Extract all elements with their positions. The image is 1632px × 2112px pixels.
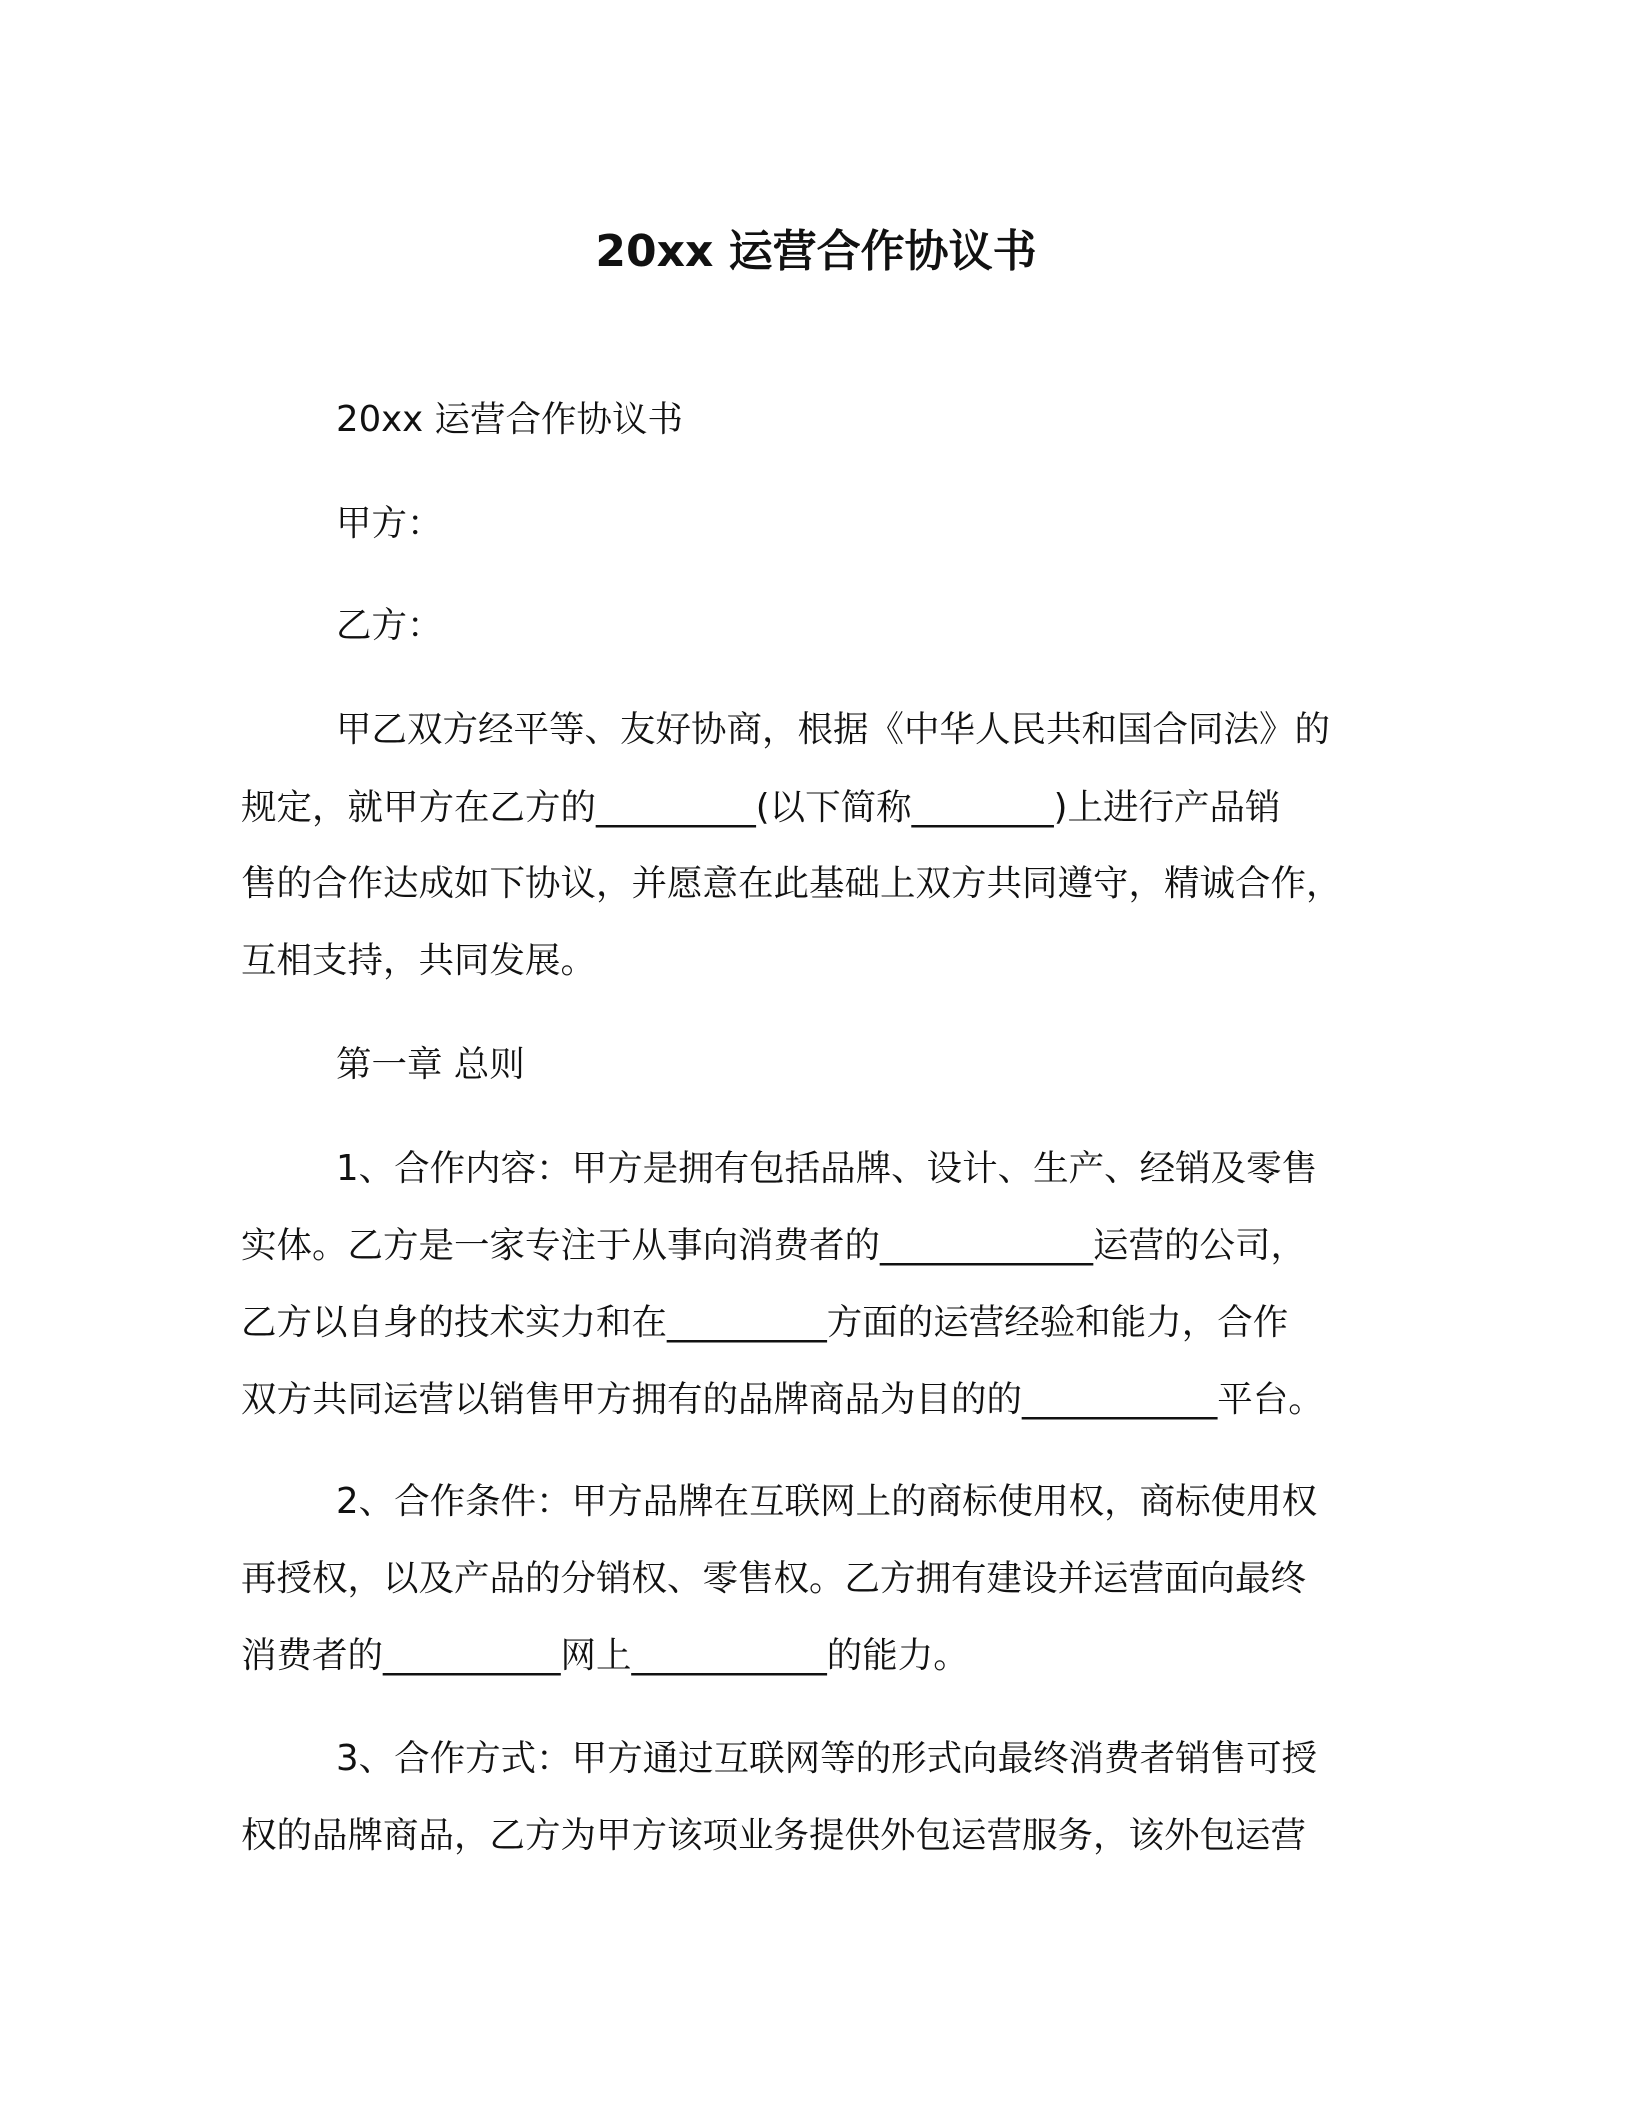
clause-2-line-3: 消费者的__________网上___________的能力。	[241, 1635, 969, 1676]
clause-3-line-2: 权的品牌商品，乙方为甲方该项业务提供外包运营服务，该外包运营	[241, 1815, 1307, 1856]
clause-1-line-3: 乙方以自身的技术实力和在_________方面的运营经验和能力，合作	[241, 1302, 1289, 1343]
clause-1-line-2: 实体。乙方是一家专注于从事向消费者的____________运营的公司，	[241, 1225, 1307, 1266]
clause-3-line-1: 3、合作方式：甲方通过互联网等的形式向最终消费者销售可授	[336, 1738, 1318, 1779]
document-title: 20xx 运营合作协议书	[595, 226, 1037, 277]
clause-1-line-4: 双方共同运营以销售甲方拥有的品牌商品为目的的___________平台。	[241, 1379, 1324, 1420]
clause-1-line-1: 1、合作内容：甲方是拥有包括品牌、设计、生产、经销及零售	[336, 1148, 1318, 1189]
clause-2-line-1: 2、合作条件：甲方品牌在互联网上的商标使用权，商标使用权	[336, 1481, 1318, 1522]
intro-line-3: 售的合作达成如下协议，并愿意在此基础上双方共同遵守，精诚合作，	[241, 863, 1342, 904]
intro-line-1: 甲乙双方经平等、友好协商，根据《中华人民共和国合同法》的	[336, 709, 1331, 750]
intro-line-2: 规定，就甲方在乙方的_________(以下简称________)上进行产品销	[241, 787, 1281, 828]
party-a-label: 甲方：	[336, 503, 443, 544]
party-b-label: 乙方：	[336, 605, 443, 646]
intro-line-4: 互相支持，共同发展。	[241, 940, 597, 981]
document-subtitle: 20xx 运营合作协议书	[336, 399, 683, 440]
chapter-1-heading: 第一章 总则	[336, 1044, 525, 1085]
clause-2-line-2: 再授权，以及产品的分销权、零售权。乙方拥有建设并运营面向最终	[241, 1558, 1307, 1599]
